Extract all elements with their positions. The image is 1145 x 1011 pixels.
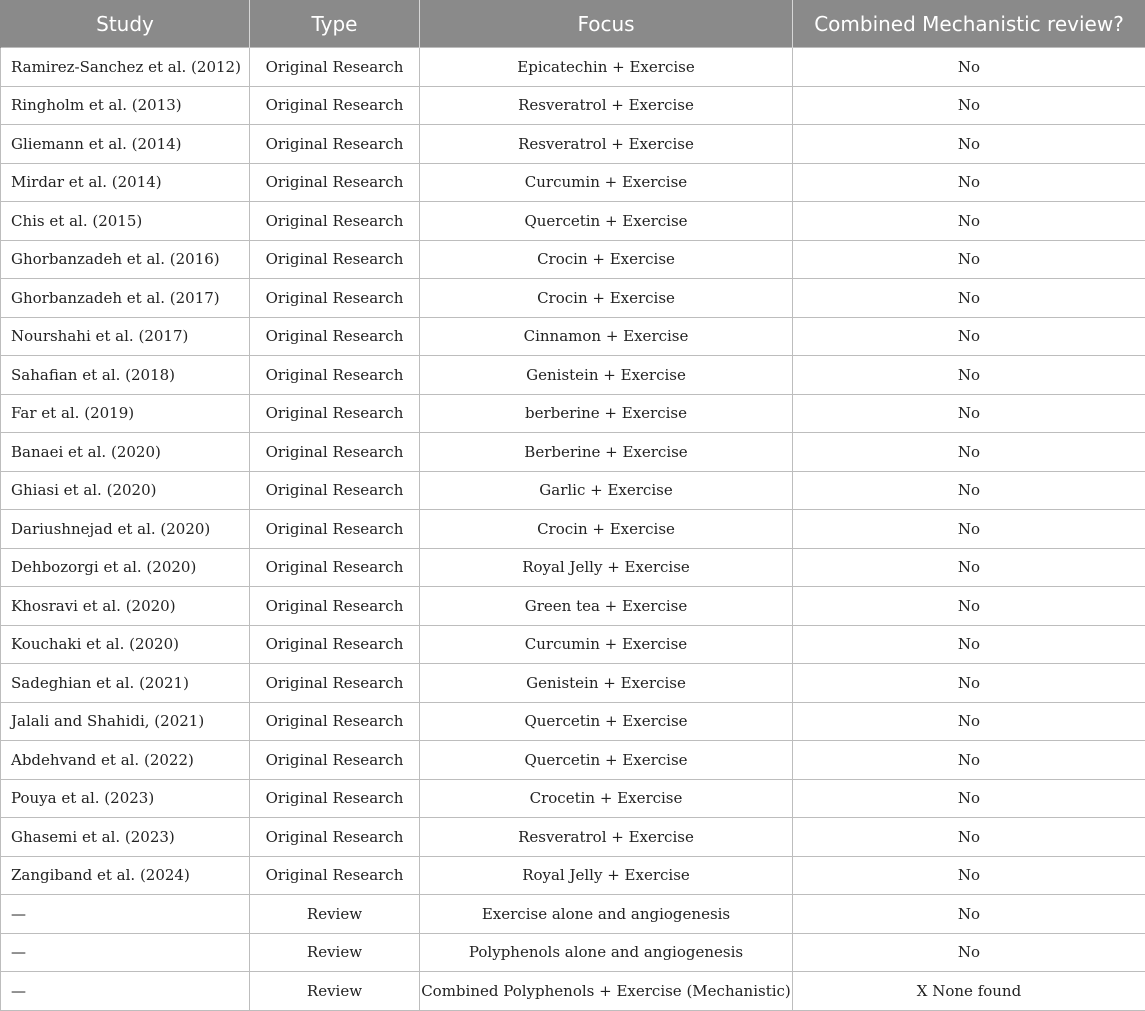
- combined-review-cell: No: [793, 779, 1145, 818]
- focus-cell: Quercetin + Exercise: [420, 202, 793, 241]
- combined-review-cell: No: [793, 587, 1145, 626]
- table-row: [1, 394, 1145, 433]
- combined-review-cell: X None found: [793, 972, 1145, 1011]
- study-cell: Banaei et al. (2020): [1, 433, 250, 472]
- study-cell: Jalali and Shahidi, (2021): [1, 702, 250, 741]
- combined-review-cell: No: [793, 48, 1145, 87]
- type-cell: Original Research: [250, 702, 420, 741]
- study-cell: —: [1, 895, 250, 934]
- table-row: [1, 356, 1145, 395]
- table-row: [1, 202, 1145, 241]
- type-cell: Original Research: [250, 625, 420, 664]
- type-cell: Original Research: [250, 471, 420, 510]
- study-cell: Ghiasi et al. (2020): [1, 471, 250, 510]
- combined-review-cell: No: [793, 933, 1145, 972]
- focus-cell: Crocin + Exercise: [420, 240, 793, 279]
- study-cell: Abdehvand et al. (2022): [1, 741, 250, 780]
- combined-review-cell: No: [793, 240, 1145, 279]
- combined-review-cell: No: [793, 125, 1145, 164]
- table-row: [1, 510, 1145, 549]
- header-row: [1, 0, 1145, 48]
- table-row: [1, 317, 1145, 356]
- study-cell: Dariushnejad et al. (2020): [1, 510, 250, 549]
- table-row: [1, 240, 1145, 279]
- table-row: [1, 587, 1145, 626]
- study-cell: Chis et al. (2015): [1, 202, 250, 241]
- type-cell: Original Research: [250, 48, 420, 87]
- table-row: [1, 664, 1145, 703]
- combined-review-cell: No: [793, 394, 1145, 433]
- table-row: [1, 972, 1145, 1011]
- study-cell: Kouchaki et al. (2020): [1, 625, 250, 664]
- combined-review-cell: No: [793, 433, 1145, 472]
- type-cell: Original Research: [250, 510, 420, 549]
- type-cell: Original Research: [250, 433, 420, 472]
- type-cell: Original Research: [250, 818, 420, 857]
- type-cell: Original Research: [250, 279, 420, 318]
- focus-cell: Quercetin + Exercise: [420, 741, 793, 780]
- type-cell: Original Research: [250, 548, 420, 587]
- table-row: [1, 163, 1145, 202]
- table-row: [1, 471, 1145, 510]
- table-row: [1, 702, 1145, 741]
- focus-cell: Quercetin + Exercise: [420, 702, 793, 741]
- focus-cell: Crocin + Exercise: [420, 510, 793, 549]
- study-cell: Zangiband et al. (2024): [1, 856, 250, 895]
- focus-cell: Crocetin + Exercise: [420, 779, 793, 818]
- focus-cell: Polyphenols alone and angiogenesis: [420, 933, 793, 972]
- study-cell: Dehbozorgi et al. (2020): [1, 548, 250, 587]
- study-cell: Nourshahi et al. (2017): [1, 317, 250, 356]
- table-row: [1, 125, 1145, 164]
- focus-cell: Resveratrol + Exercise: [420, 125, 793, 164]
- type-cell: Original Research: [250, 317, 420, 356]
- type-cell: Review: [250, 895, 420, 934]
- focus-cell: Garlic + Exercise: [420, 471, 793, 510]
- study-cell: Ghorbanzadeh et al. (2017): [1, 279, 250, 318]
- combined-review-cell: No: [793, 86, 1145, 125]
- table-row: [1, 86, 1145, 125]
- combined-review-cell: No: [793, 818, 1145, 857]
- type-cell: Original Research: [250, 202, 420, 241]
- table-row: [1, 548, 1145, 587]
- type-cell: Review: [250, 972, 420, 1011]
- type-cell: Original Research: [250, 741, 420, 780]
- combined-review-cell: No: [793, 356, 1145, 395]
- study-cell: —: [1, 933, 250, 972]
- combined-review-cell: No: [793, 702, 1145, 741]
- table-row: [1, 279, 1145, 318]
- combined-review-cell: No: [793, 625, 1145, 664]
- combined-review-cell: No: [793, 471, 1145, 510]
- combined-review-cell: No: [793, 510, 1145, 549]
- type-cell: Original Research: [250, 125, 420, 164]
- study-cell: Khosravi et al. (2020): [1, 587, 250, 626]
- combined-review-cell: No: [793, 548, 1145, 587]
- type-cell: Original Research: [250, 163, 420, 202]
- focus-cell: Royal Jelly + Exercise: [420, 548, 793, 587]
- study-cell: —: [1, 972, 250, 1011]
- combined-review-cell: No: [793, 856, 1145, 895]
- header-focus: Focus: [420, 0, 793, 48]
- table-row: [1, 741, 1145, 780]
- combined-review-cell: No: [793, 163, 1145, 202]
- combined-review-cell: No: [793, 895, 1145, 934]
- header-study: Study: [1, 0, 250, 48]
- table-row: [1, 856, 1145, 895]
- type-cell: Original Research: [250, 664, 420, 703]
- type-cell: Original Research: [250, 240, 420, 279]
- type-cell: Original Research: [250, 856, 420, 895]
- focus-cell: Genistein + Exercise: [420, 664, 793, 703]
- table-row: [1, 433, 1145, 472]
- header-combined-review: Combined Mechanistic review?: [793, 0, 1145, 48]
- study-cell: Ghasemi et al. (2023): [1, 818, 250, 857]
- type-cell: Original Research: [250, 587, 420, 626]
- study-cell: Far et al. (2019): [1, 394, 250, 433]
- combined-review-cell: No: [793, 741, 1145, 780]
- study-cell: Ringholm et al. (2013): [1, 86, 250, 125]
- study-cell: Ghorbanzadeh et al. (2016): [1, 240, 250, 279]
- study-cell: Gliemann et al. (2014): [1, 125, 250, 164]
- study-cell: Mirdar et al. (2014): [1, 163, 250, 202]
- combined-review-cell: No: [793, 279, 1145, 318]
- table-row: [1, 895, 1145, 934]
- focus-cell: Genistein + Exercise: [420, 356, 793, 395]
- study-cell: Pouya et al. (2023): [1, 779, 250, 818]
- type-cell: Review: [250, 933, 420, 972]
- type-cell: Original Research: [250, 356, 420, 395]
- focus-cell: Combined Polyphenols + Exercise (Mechanistic): [420, 972, 793, 1011]
- focus-cell: Crocin + Exercise: [420, 279, 793, 318]
- table-row: [1, 933, 1145, 972]
- focus-cell: Berberine + Exercise: [420, 433, 793, 472]
- combined-review-cell: No: [793, 664, 1145, 703]
- focus-cell: Exercise alone and angiogenesis: [420, 895, 793, 934]
- table-row: [1, 48, 1145, 87]
- type-cell: Original Research: [250, 394, 420, 433]
- type-cell: Original Research: [250, 779, 420, 818]
- combined-review-cell: No: [793, 317, 1145, 356]
- focus-cell: Resveratrol + Exercise: [420, 86, 793, 125]
- table-body: [1, 48, 1145, 1011]
- combined-review-cell: No: [793, 202, 1145, 241]
- focus-cell: Curcumin + Exercise: [420, 625, 793, 664]
- table-row: [1, 779, 1145, 818]
- focus-cell: Curcumin + Exercise: [420, 163, 793, 202]
- focus-cell: Resveratrol + Exercise: [420, 818, 793, 857]
- focus-cell: Epicatechin + Exercise: [420, 48, 793, 87]
- study-cell: Ramirez-Sanchez et al. (2012): [1, 48, 250, 87]
- focus-cell: Cinnamon + Exercise: [420, 317, 793, 356]
- header-type: Type: [250, 0, 420, 48]
- table-row: [1, 818, 1145, 857]
- focus-cell: Green tea + Exercise: [420, 587, 793, 626]
- study-cell: Sadeghian et al. (2021): [1, 664, 250, 703]
- study-cell: Sahafian et al. (2018): [1, 356, 250, 395]
- focus-cell: Royal Jelly + Exercise: [420, 856, 793, 895]
- type-cell: Original Research: [250, 86, 420, 125]
- focus-cell: berberine + Exercise: [420, 394, 793, 433]
- table-row: [1, 625, 1145, 664]
